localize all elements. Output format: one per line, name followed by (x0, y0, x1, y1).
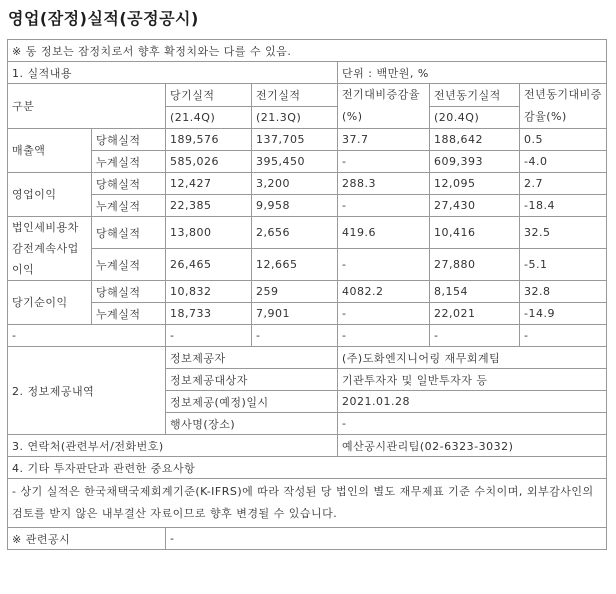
cell-previous: 137,705 (252, 129, 338, 151)
cell-current: 13,800 (166, 217, 252, 249)
header-yoy-base: 전년동기실적 (430, 84, 520, 107)
table-row (8, 217, 607, 249)
cell-current: 26,465 (166, 249, 252, 281)
dash-cell: - (430, 325, 520, 347)
info-value: 기관투자자 및 일반투자자 등 (338, 369, 607, 391)
cell-current: 18,733 (166, 303, 252, 325)
cell-qoq: 288.3 (338, 173, 430, 195)
cell-previous: 3,200 (252, 173, 338, 195)
cell-previous: 12,665 (252, 249, 338, 281)
cell-qoq: 4082.2 (338, 281, 430, 303)
cell-previous: 7,901 (252, 303, 338, 325)
section3-label: 3. 연락처(관련부서/전화번호) (8, 435, 338, 457)
cell-yoy-base: 27,880 (430, 249, 520, 281)
related-value: - (166, 528, 607, 550)
metric-name: 매출액 (8, 129, 92, 173)
cell-yoy: -4.0 (520, 151, 607, 173)
header-current: 당기실적 (166, 84, 252, 107)
cell-current: 585,026 (166, 151, 252, 173)
cell-yoy: 2.7 (520, 173, 607, 195)
cell-yoy: -18.4 (520, 195, 607, 217)
contact-value: 예산공시관리팀(02-6323-3032) (338, 435, 607, 457)
cell-qoq: 37.7 (338, 129, 430, 151)
table-row (8, 173, 607, 195)
table-row (8, 195, 607, 217)
metric-name: 법인세비용차감전계속사업이익 (8, 217, 92, 281)
row-type: 누계실적 (92, 303, 166, 325)
cell-yoy-base: 27,430 (430, 195, 520, 217)
header-qoq: 전기대비증감율(%) (338, 84, 430, 129)
cell-yoy-base: 609,393 (430, 151, 520, 173)
cell-yoy-base: 188,642 (430, 129, 520, 151)
metric-name: 영업이익 (8, 173, 92, 217)
cell-previous: 395,450 (252, 151, 338, 173)
cell-yoy-base: 12,095 (430, 173, 520, 195)
dash-cell: - (8, 325, 166, 347)
cell-current: 12,427 (166, 173, 252, 195)
table-row (8, 325, 607, 347)
cell-qoq: 419.6 (338, 217, 430, 249)
cell-yoy-base: 10,416 (430, 217, 520, 249)
cell-qoq: - (338, 195, 430, 217)
dash-cell: - (338, 325, 430, 347)
cell-yoy: 0.5 (520, 129, 607, 151)
dash-cell: - (520, 325, 607, 347)
table-row (8, 281, 607, 303)
row-type: 누계실적 (92, 151, 166, 173)
section2-label: 2. 정보제공내역 (8, 347, 166, 435)
cell-qoq: - (338, 249, 430, 281)
cell-current: 22,385 (166, 195, 252, 217)
unit-label: 단위 : 백만원, % (338, 62, 607, 84)
cell-yoy: -5.1 (520, 249, 607, 281)
row-type: 당해실적 (92, 217, 166, 249)
cell-yoy: -14.9 (520, 303, 607, 325)
info-key: 정보제공자 (166, 347, 338, 369)
info-value: 2021.01.28 (338, 391, 607, 413)
row-type: 당해실적 (92, 129, 166, 151)
cell-yoy: 32.8 (520, 281, 607, 303)
cell-yoy: 32.5 (520, 217, 607, 249)
related-label: ※ 관련공시 (8, 528, 166, 550)
header-current-period: (21.4Q) (166, 106, 252, 129)
dash-cell: - (166, 325, 252, 347)
header-yoy-base-period: (20.4Q) (430, 106, 520, 129)
cell-yoy-base: 8,154 (430, 281, 520, 303)
dash-cell: - (252, 325, 338, 347)
header-category: 구분 (8, 84, 166, 129)
row-type: 당해실적 (92, 281, 166, 303)
disclosure-table (7, 39, 607, 550)
cell-previous: 2,656 (252, 217, 338, 249)
cell-qoq: - (338, 151, 430, 173)
table-row (8, 129, 607, 151)
row-type: 누계실적 (92, 249, 166, 281)
cell-current: 10,832 (166, 281, 252, 303)
cell-previous: 9,958 (252, 195, 338, 217)
header-previous-period: (21.3Q) (252, 106, 338, 129)
header-previous: 전기실적 (252, 84, 338, 107)
cell-previous: 259 (252, 281, 338, 303)
row-type: 누계실적 (92, 195, 166, 217)
section4-label: 4. 기타 투자판단과 관련한 중요사항 (8, 457, 607, 479)
info-key: 정보제공(예정)일시 (166, 391, 338, 413)
table-row (8, 151, 607, 173)
info-key: 정보제공대상자 (166, 369, 338, 391)
table-row (8, 249, 607, 281)
section1-label: 1. 실적내용 (8, 62, 338, 84)
row-type: 당해실적 (92, 173, 166, 195)
cell-qoq: - (338, 303, 430, 325)
page-title: 영업(잠정)실적(공정공시) (8, 9, 199, 28)
info-value: - (338, 413, 607, 435)
table-row (8, 303, 607, 325)
notes-text: - 상기 실적은 한국채택국제회계기준(K-IFRS)에 따라 작성된 당 법인의 별도 재무제표 기준 수치이며, 외부감사인의 검토를 받지 않은 내부결산 자료이므로 향후 변경될 수 있습니다. (8, 479, 607, 528)
cell-current: 189,576 (166, 129, 252, 151)
info-value: (주)도화엔지니어링 재무회계팀 (338, 347, 607, 369)
notice-text: ※ 동 정보는 잠정치로서 향후 확정치와는 다를 수 있음. (8, 40, 607, 62)
metric-name: 당기순이익 (8, 281, 92, 325)
header-yoy: 전년동기대비증감율(%) (520, 84, 607, 129)
info-key: 행사명(장소) (166, 413, 338, 435)
cell-yoy-base: 22,021 (430, 303, 520, 325)
